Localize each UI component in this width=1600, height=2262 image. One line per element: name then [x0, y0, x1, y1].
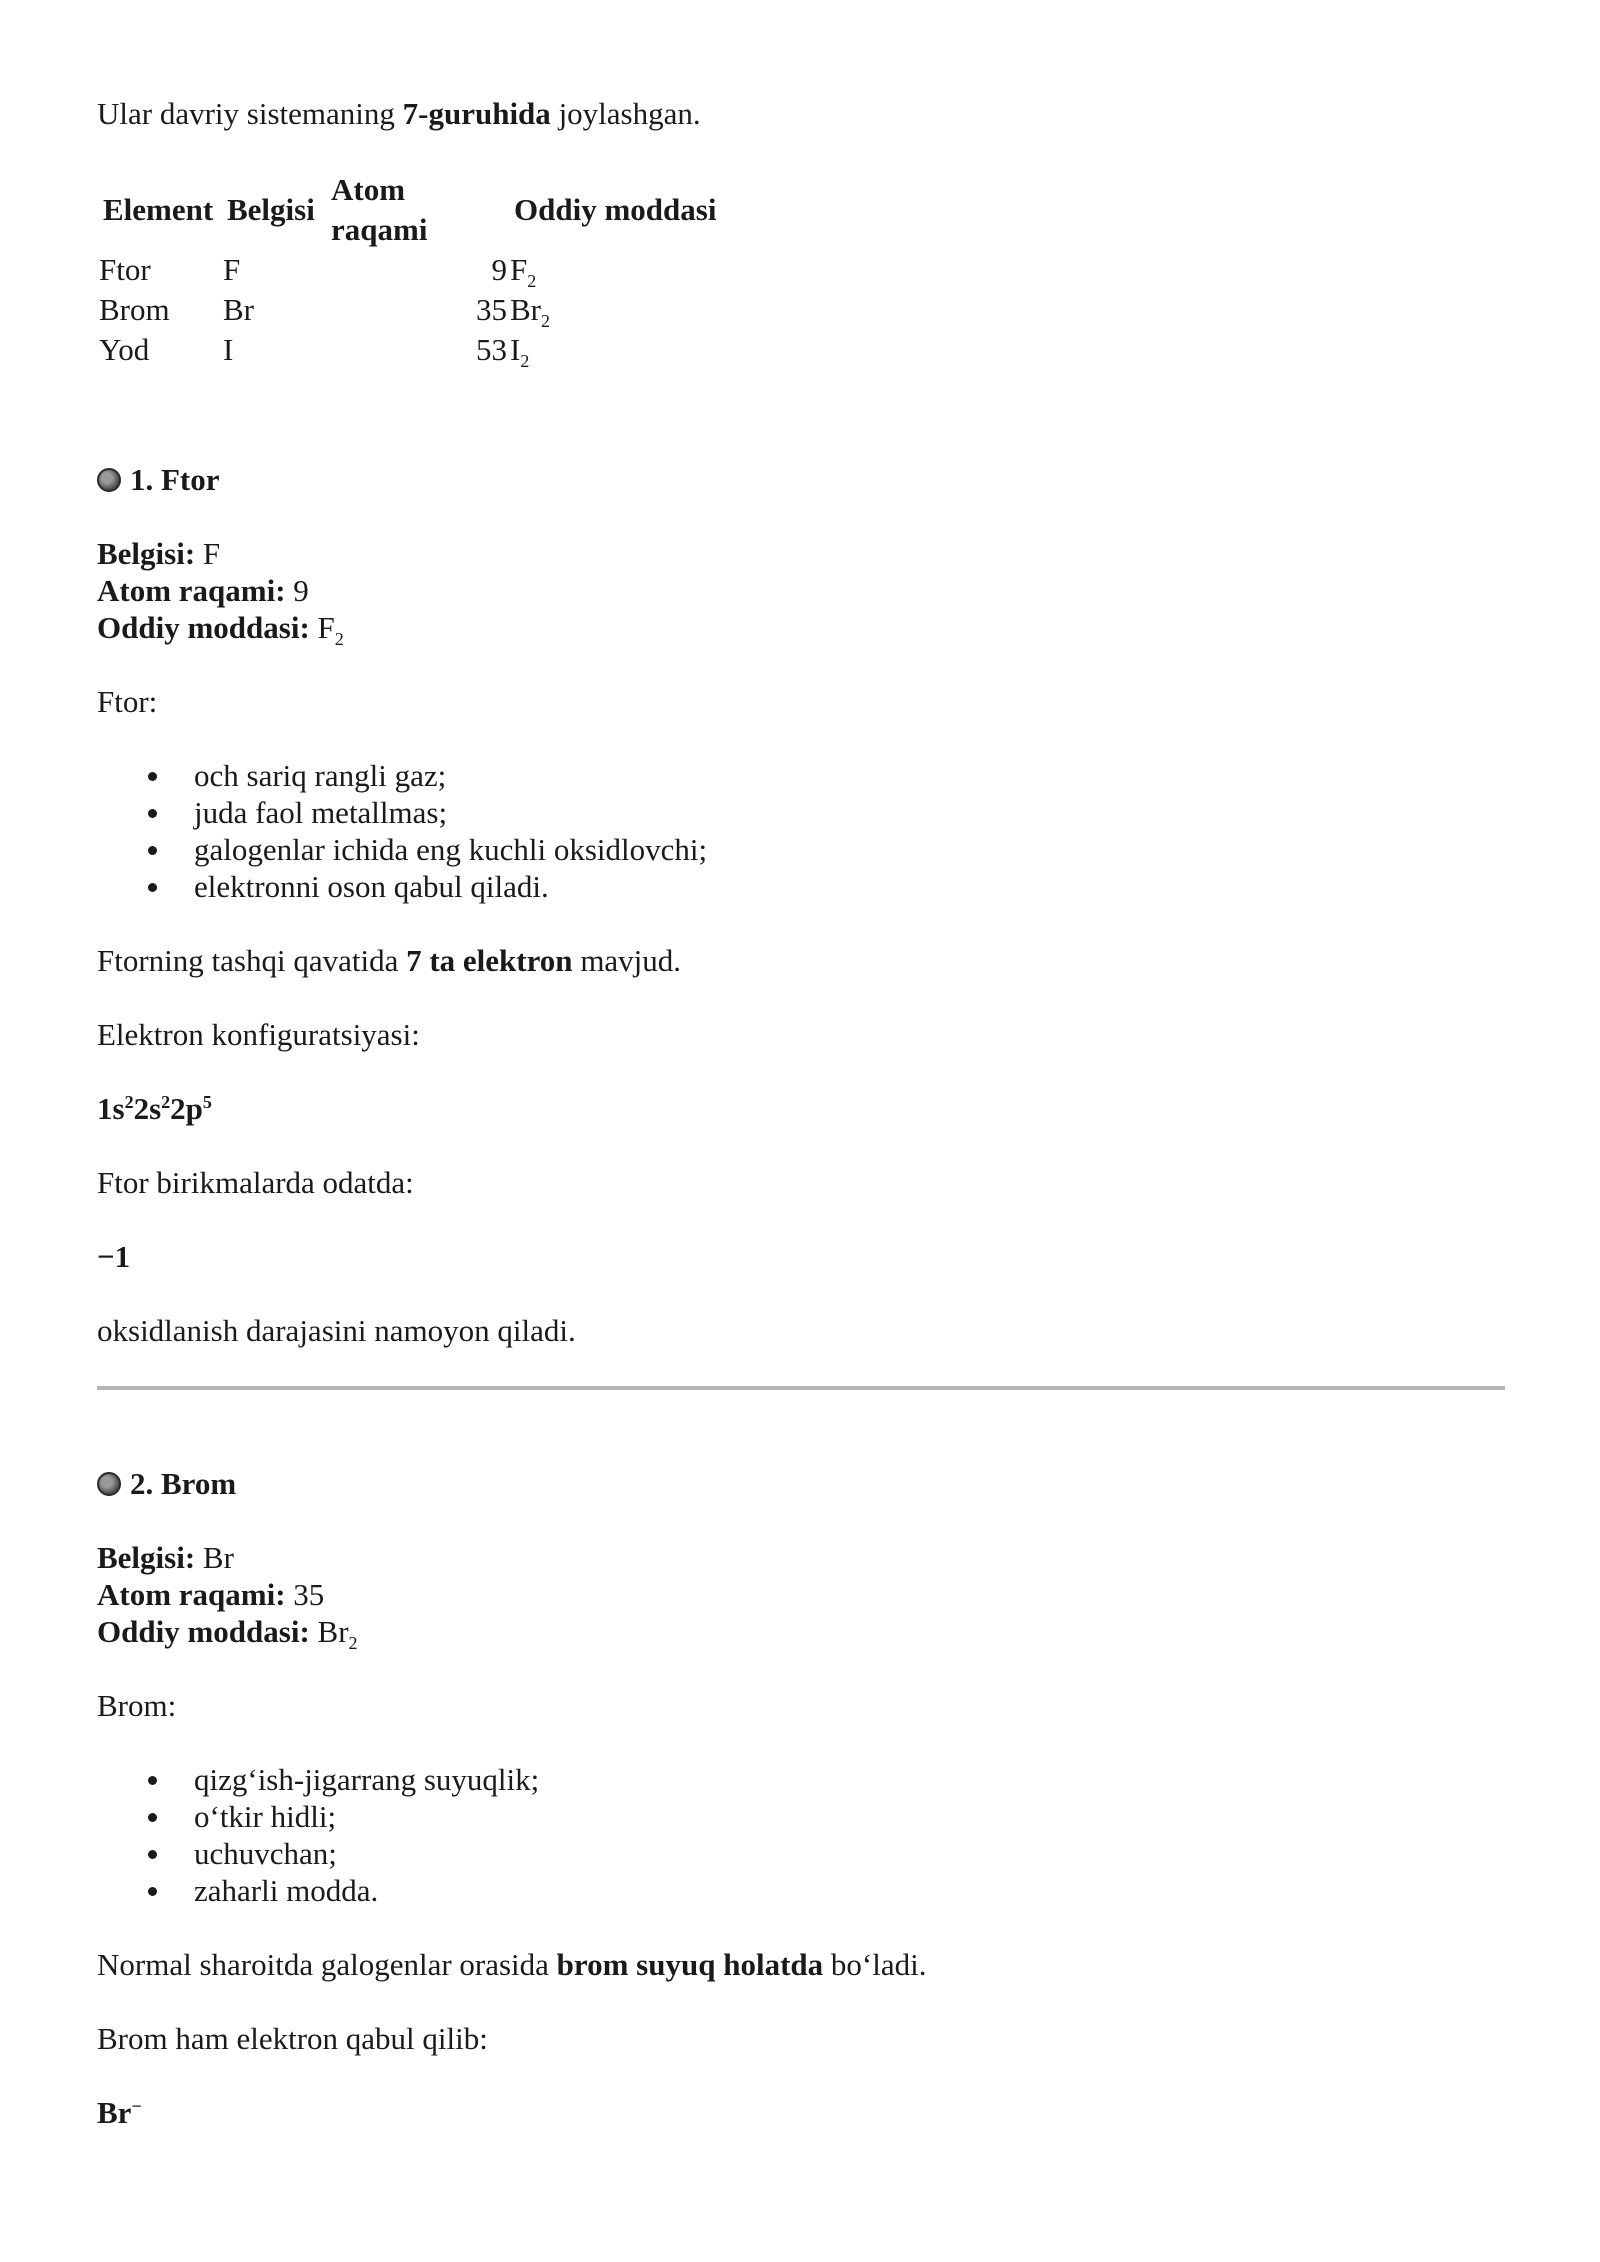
ftor-properties-list — [97, 757, 1507, 905]
symbol-label: Belgisi: — [97, 1540, 196, 1575]
table-cell-symbol: Br — [223, 292, 254, 327]
list-item: zaharli modda. — [194, 1872, 1507, 1909]
ftor-atomic-number-line — [97, 572, 1507, 609]
list-item: elektronni oson qabul qiladi. — [194, 868, 1507, 905]
outer-text: Ftorning tashqi qavatida — [97, 943, 407, 978]
brom-ion — [97, 2094, 1507, 2131]
substance-subscript: 2 — [541, 311, 550, 331]
table-row — [99, 250, 720, 290]
normal-text-end: bo‘ladi. — [823, 1947, 927, 1982]
intro-text: Ular davriy sistemaning — [97, 96, 403, 131]
table-header-row — [99, 170, 720, 250]
table-row — [99, 330, 720, 370]
intro-bold-text: 7-guruhida — [402, 96, 551, 131]
config-orbital: 2p — [170, 1091, 203, 1126]
table-header-atomic-number: Atom raqami — [331, 172, 428, 247]
atomic-number-value: 9 — [285, 573, 309, 608]
ftor-intro: Ftor: — [97, 684, 158, 719]
config-orbital: 2s — [133, 1091, 162, 1126]
table-cell-element: Ftor — [99, 252, 151, 287]
atomic-number-label: Atom raqami: — [97, 573, 286, 608]
substance-subscript: 2 — [348, 1633, 358, 1653]
ftor-substance-line — [97, 609, 1507, 649]
symbol-value: F — [195, 536, 221, 571]
substance-value: Br — [309, 1614, 349, 1649]
table-cell-atomic-number: 35 — [476, 292, 507, 327]
table-cell-symbol: I — [223, 332, 234, 367]
intro-paragraph — [97, 95, 1507, 132]
substance-subscript: 2 — [527, 271, 537, 291]
brom-symbol-line — [97, 1539, 1507, 1576]
config-superscript: 5 — [202, 1092, 212, 1112]
substance-subscript: 2 — [334, 629, 344, 649]
ion-charge: − — [131, 2096, 142, 2116]
table-header-element: Element — [103, 192, 214, 227]
brom-electron-text: Brom ham elektron qabul qilib: — [97, 2021, 488, 2056]
symbol-value: Br — [195, 1540, 234, 1575]
substance-formula: F — [510, 252, 528, 287]
ftor-outer-electrons — [97, 942, 1507, 979]
list-item: och sariq rangli gaz; — [194, 757, 1507, 794]
brom-atomic-number-line — [97, 1576, 1507, 1613]
substance-formula: I — [510, 332, 521, 367]
brom-heading — [97, 1465, 1507, 1502]
ftor-heading-text: 1. Ftor — [130, 462, 220, 497]
document-content — [97, 95, 1507, 2131]
config-superscript: 2 — [124, 1092, 134, 1112]
table-cell-atomic-number: 9 — [491, 252, 507, 287]
list-item: galogenlar ichida eng kuchli oksidlovchi; — [194, 831, 1507, 868]
table-cell-atomic-number: 53 — [476, 332, 507, 367]
substance-formula: Br — [510, 292, 541, 327]
config-orbital: 1s — [97, 1091, 125, 1126]
brom-intro: Brom: — [97, 1688, 177, 1723]
ftor-heading — [97, 461, 1507, 498]
ftor-oxidation-text: oksidlanish darajasini namoyon qiladi. — [97, 1313, 576, 1348]
table-cell-element: Yod — [99, 332, 150, 367]
outer-bold-text: 7 ta elektron — [406, 943, 573, 978]
circle-dot-icon — [97, 468, 121, 492]
table-row — [99, 290, 720, 330]
list-item: qizg‘ish-jigarrang suyuqlik; — [194, 1761, 1507, 1798]
table-cell-substance — [510, 330, 720, 370]
ftor-symbol-line — [97, 535, 1507, 572]
symbol-label: Belgisi: — [97, 536, 196, 571]
ion-symbol: Br — [97, 2095, 132, 2130]
ftor-oxidation-state — [97, 1238, 1507, 1275]
normal-bold-text: brom suyuq holatda — [556, 1947, 824, 1982]
list-item: uchuvchan; — [194, 1835, 1507, 1872]
substance-value: F — [309, 610, 335, 645]
brom-normal-state — [97, 1946, 1507, 1983]
substance-label: Oddiy moddasi: — [97, 1614, 310, 1649]
brom-properties-list — [97, 1761, 1507, 1909]
ftor-compounds-text: Ftor birikmalarda odatda: — [97, 1165, 414, 1200]
atomic-number-value: 35 — [285, 1577, 325, 1612]
ftor-config-label: Elektron konfiguratsiyasi: — [97, 1017, 420, 1052]
outer-text-end: mavjud. — [572, 943, 682, 978]
ftor-electron-config — [97, 1090, 1507, 1127]
atomic-number-label: Atom raqami: — [97, 1577, 286, 1612]
table-header-substance: Oddiy moddasi — [514, 192, 717, 227]
table-header-symbol: Belgisi — [227, 192, 315, 227]
table-cell-substance — [510, 290, 720, 330]
oxidation-value: −1 — [97, 1239, 131, 1274]
circle-dot-icon — [97, 1472, 121, 1496]
brom-heading-text: 2. Brom — [130, 1466, 237, 1501]
substance-subscript: 2 — [520, 351, 530, 371]
list-item: juda faol metallmas; — [194, 794, 1507, 831]
table-cell-element: Brom — [99, 292, 170, 327]
brom-substance-line — [97, 1613, 1507, 1653]
table-cell-substance — [510, 250, 720, 290]
table-cell-symbol: F — [223, 252, 241, 287]
list-item: o‘tkir hidli; — [194, 1798, 1507, 1835]
normal-text: Normal sharoitda galogenlar orasida — [97, 1947, 557, 1982]
config-superscript: 2 — [161, 1092, 171, 1112]
halogen-table — [99, 170, 720, 370]
intro-text-end: joylashgan. — [550, 96, 701, 131]
substance-label: Oddiy moddasi: — [97, 610, 310, 645]
